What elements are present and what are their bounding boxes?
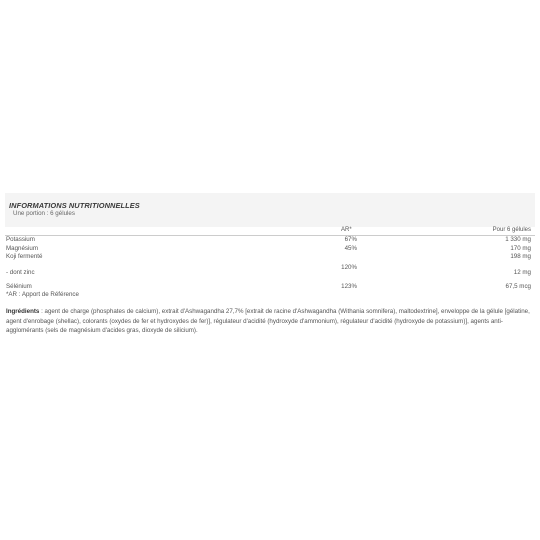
nutrient-name: Koji fermenté [6,253,43,260]
serving-size: Une portion : 6 gélules [13,210,75,217]
nutrient-name: - dont zinc [6,269,35,276]
nutrient-value: 67,5 mcg [505,283,531,290]
nutrient-ar: 120% [341,264,357,271]
nutrient-ar: 123% [341,283,357,290]
per-serving-column-header: Pour 6 gélules [492,227,531,233]
ar-column-header: AR* [341,227,352,233]
nutrient-value: 12 mg [513,269,531,276]
nutrient-name: Magnésium [6,245,38,252]
ingredients-text [6,307,534,336]
nutrient-name: Potassium [6,236,35,243]
nutrient-value: 1 330 mg [505,236,531,243]
table-row [5,283,535,292]
nutrient-value: 170 mg [510,245,531,252]
table-row [5,264,535,276]
nutrition-header [5,193,535,227]
panel-title: INFORMATIONS NUTRITIONNELLES [9,201,140,210]
nutrient-name: Sélénium [6,283,32,290]
reference-note: *AR : Apport de Référence [6,291,79,298]
ingredients-list: : agent de charge (phosphates de calcium), extrait d'Ashwagandha 27,7% [extrait de racine d'Ashwagandha (Withania somnifera), maltodextrine], enveloppe de la gélule [gélatine, agent d'enrobage (shellac), colorants (oxydes de fer et hydroxydes de fer)], régulateur d'acidité (hydroxyde d'ammonium), régulateur d'acidité (hydroxyde de potassium)], agents anti-agglomérants (sels de magnésium d'acides gras, dioxyde de silicium). [6,308,530,335]
ingredients-label: Ingrédients [6,308,40,315]
nutrient-ar: 45% [344,245,357,252]
nutrient-value: 198 mg [510,253,531,260]
nutrient-ar: 67% [344,236,357,243]
nutrition-panel [5,193,535,340]
table-row [5,236,535,245]
table-row [5,253,535,262]
